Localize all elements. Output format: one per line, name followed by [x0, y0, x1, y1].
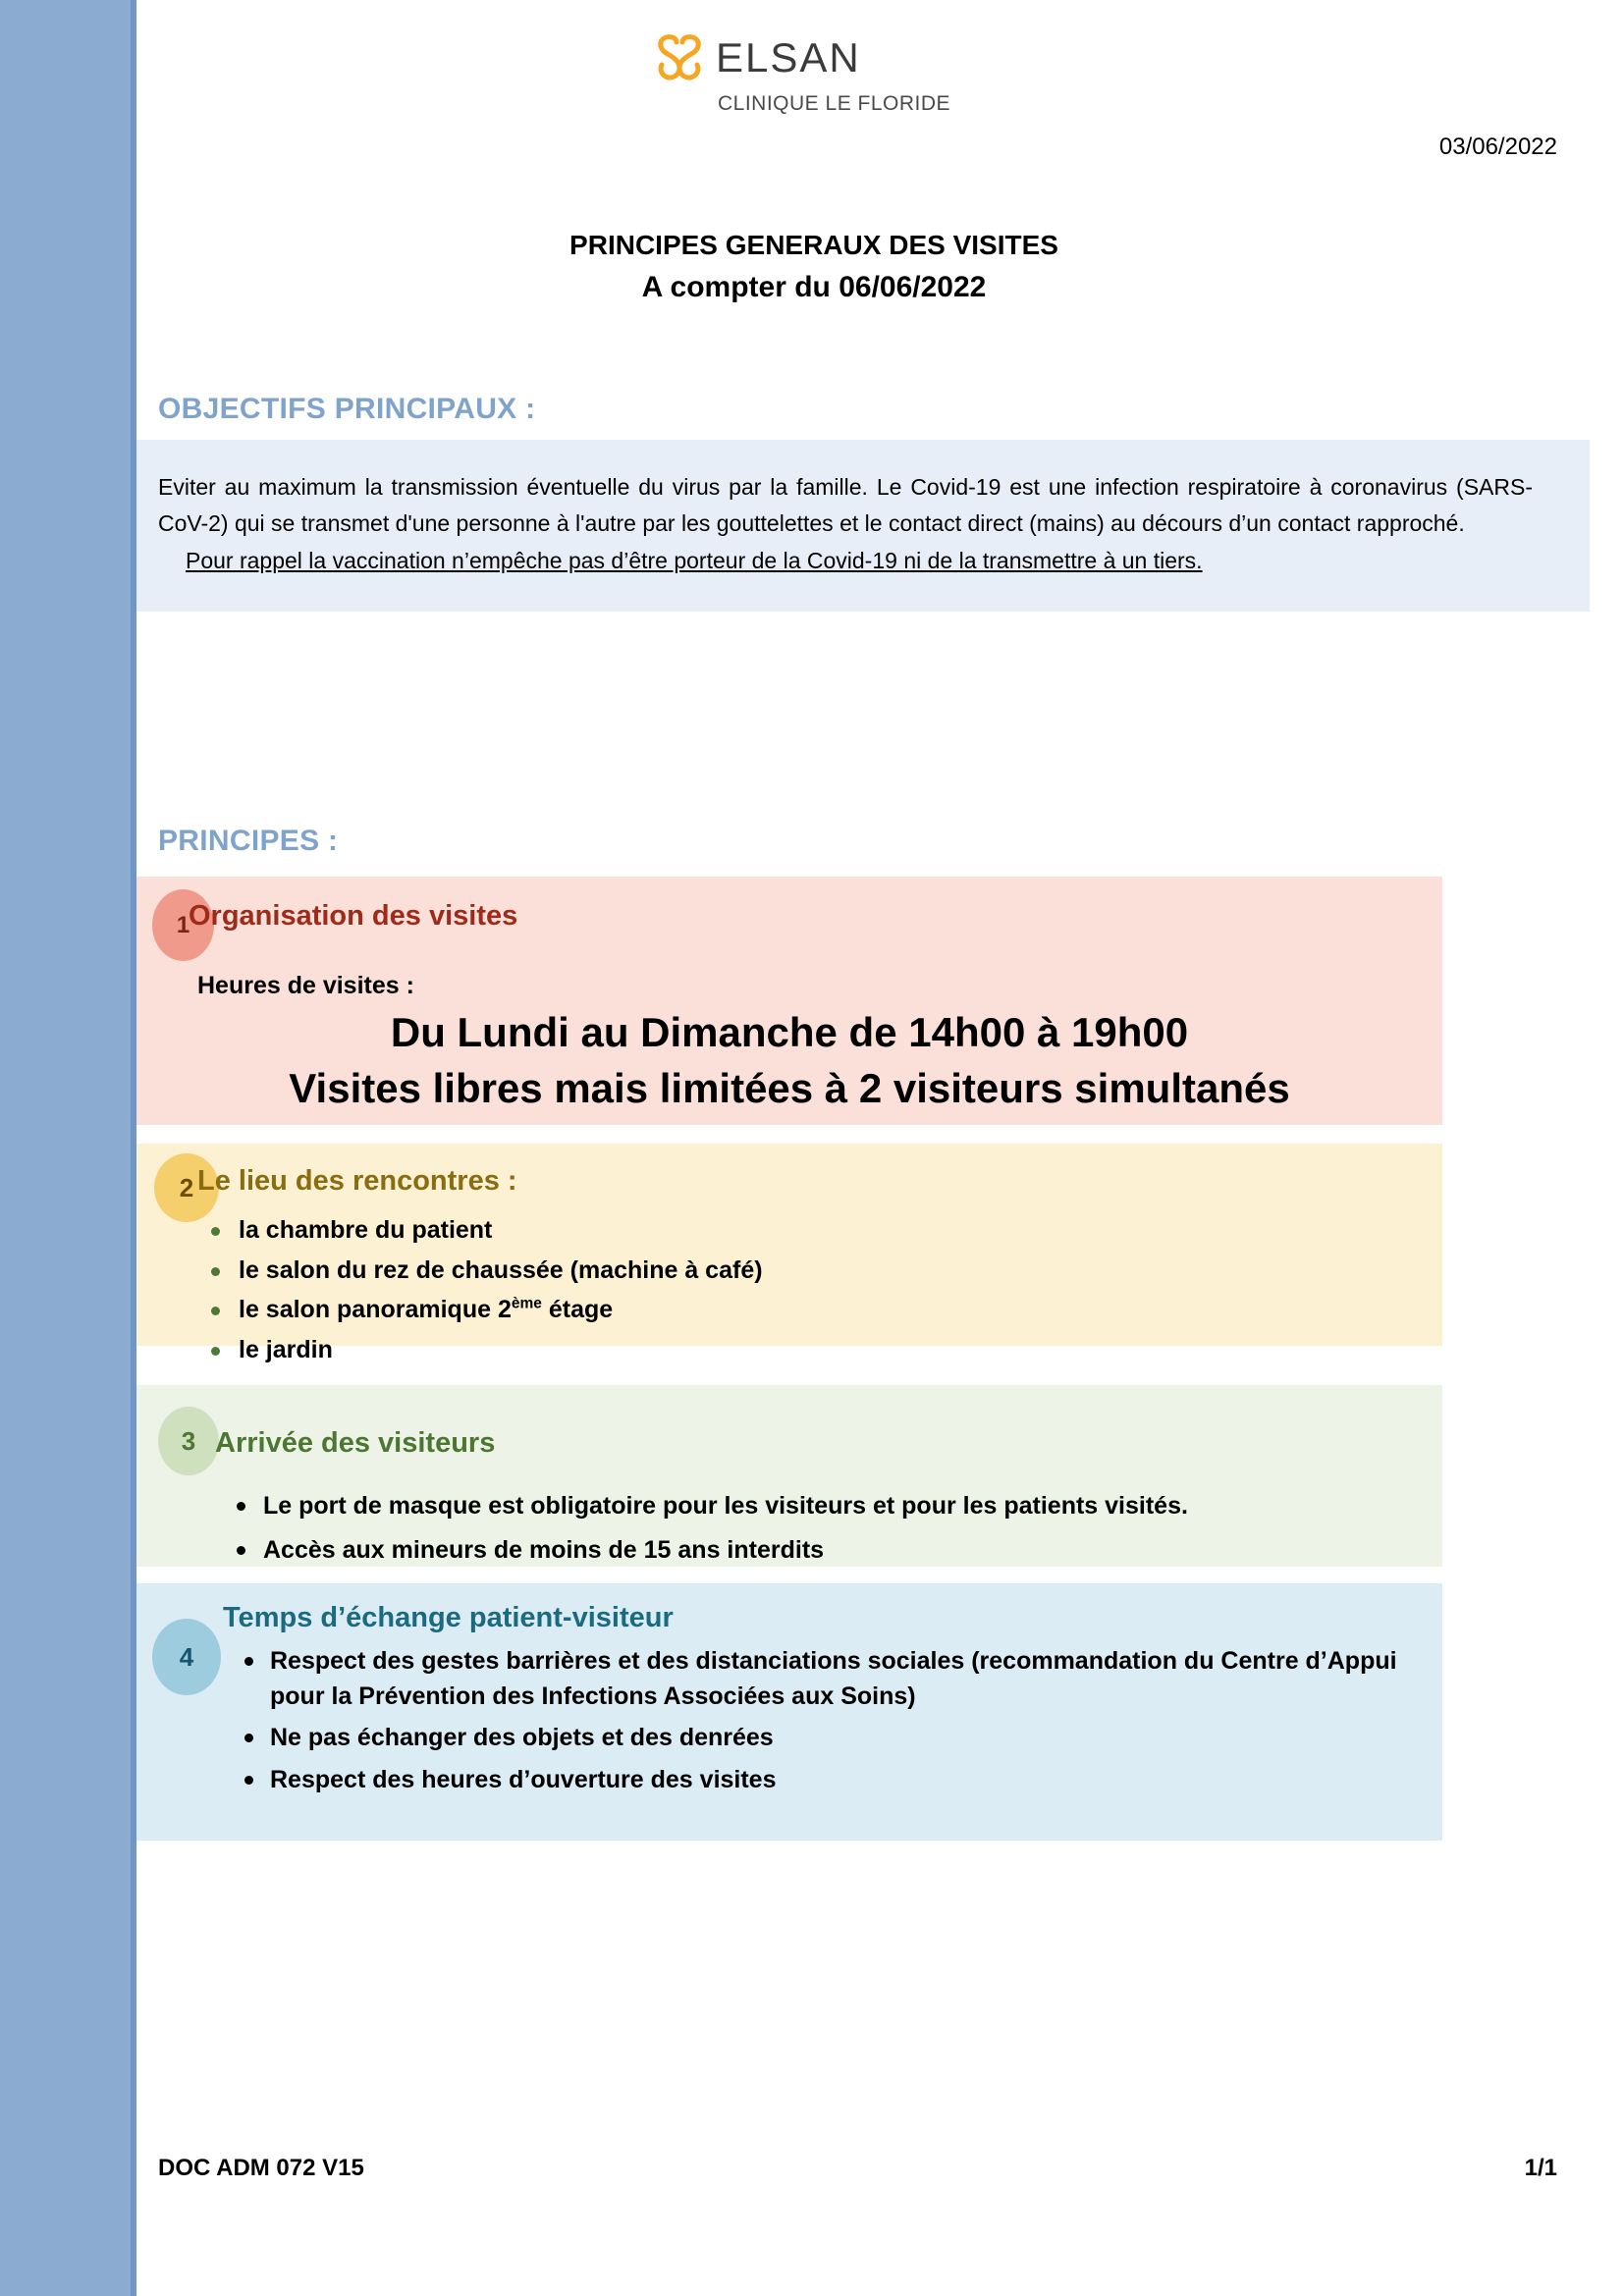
page-title-line-2: A compter du 06/06/2022 — [641, 270, 987, 303]
bullet-dot-icon — [211, 1267, 220, 1276]
list-item-label: le jardin — [239, 1335, 333, 1363]
list-item — [223, 1763, 1401, 1798]
meeting-places-list — [197, 1214, 763, 1373]
bullet-dot-icon — [211, 1307, 220, 1315]
bullet-dot-icon — [244, 1657, 253, 1666]
bullet-dot-icon — [237, 1502, 245, 1511]
brand-subtitle: CLINIQUE LE FLORIDE — [718, 92, 951, 115]
list-item — [215, 1534, 1188, 1568]
document-date: 03/06/2022 — [1438, 133, 1557, 160]
principle-number-badge-1: 1 — [152, 889, 214, 961]
principle-heading-2: Le lieu des rencontres : — [197, 1165, 517, 1197]
bullet-dot-icon — [244, 1776, 253, 1785]
visiting-hours-label: Heures de visites : — [197, 972, 414, 999]
objectifs-section-heading: OBJECTIFS PRINCIPAUX : — [158, 393, 536, 425]
brand-name: ELSAN — [716, 34, 861, 80]
principle-number-badge-4: 4 — [152, 1619, 221, 1695]
principle-heading-3: Arrivée des visiteurs — [215, 1427, 496, 1459]
list-item — [197, 1255, 763, 1288]
footer-document-reference: DOC ADM 072 V15 — [158, 2155, 364, 2181]
visitor-arrival-list — [215, 1490, 1188, 1577]
principle-block-1 — [136, 877, 1442, 1125]
objectifs-body — [158, 469, 1533, 579]
principle-heading-1: Organisation des visites — [189, 900, 518, 932]
objectifs-paragraph-1: Eviter au maximum la transmission éventuelle du virus par la famille. Le Covid-19 est une infection respiratoire à coronavirus (SARS-CoV-2) qui se transmet d'une personne à l'autre par les gouttelettes et le contact direct (mains) au décours d’un contact rapproché. — [158, 474, 1533, 537]
list-item — [223, 1721, 1401, 1756]
visitor-limit-value: Visites libres mais limitées à 2 visiteurs simultanés — [289, 1065, 1290, 1111]
brand-logo-row — [657, 33, 981, 82]
list-item — [197, 1334, 763, 1367]
principes-section-heading: PRINCIPES : — [158, 825, 339, 857]
principle-block-3 — [136, 1385, 1442, 1567]
list-item-label: Respect des heures d’ouverture des visites — [270, 1765, 777, 1793]
bullet-dot-icon — [211, 1347, 220, 1356]
principle-number-badge-2: 2 — [154, 1153, 219, 1222]
bullet-dot-icon — [237, 1546, 245, 1555]
objectifs-paragraph-2-underlined: Pour rappel la vaccination n’empêche pas d’être porteur de la Covid-19 ni de la transmettre à un tiers. — [186, 547, 1203, 573]
list-item-label: le salon panoramique 2ème étage — [239, 1295, 614, 1323]
list-item — [197, 1294, 763, 1327]
list-item — [215, 1490, 1188, 1523]
list-item — [197, 1214, 763, 1248]
principle-number-badge-3: 3 — [158, 1407, 219, 1475]
list-item-label: Le port de masque est obligatoire pour les visiteurs et pour les patients visités. — [263, 1492, 1188, 1520]
principle-block-2 — [136, 1144, 1442, 1363]
left-decorative-band — [0, 0, 131, 2296]
page-content — [136, 0, 1624, 2296]
patient-visitor-exchange-list — [223, 1644, 1401, 1804]
bullet-dot-icon — [244, 1734, 253, 1742]
list-item-label: Accès aux mineurs de moins de 15 ans interdits — [263, 1535, 825, 1564]
visiting-hours-value: Du Lundi au Dimanche de 14h00 à 19h00 — [390, 1009, 1189, 1055]
page-title-line-1: PRINCIPES GENERAUX DES VISITES — [569, 230, 1058, 260]
list-item-label: Ne pas échanger des objets et des denrées — [270, 1724, 774, 1751]
footer-page-number: 1/1 — [1524, 2155, 1557, 2181]
bullet-dot-icon — [211, 1227, 220, 1236]
list-item-label: la chambre du patient — [239, 1216, 493, 1244]
elsan-infinity-knot-icon — [657, 33, 702, 82]
list-item-label: le salon du rez de chaussée (machine à café) — [239, 1255, 763, 1284]
principle-block-4 — [136, 1583, 1442, 1841]
list-item — [223, 1644, 1401, 1714]
list-item-label: Respect des gestes barrières et des distanciations sociales (recommandation du Centre d’Appui pour la Prévention des Infections Associées aux Soins) — [270, 1647, 1397, 1710]
brand-logo — [657, 33, 981, 116]
page-title — [136, 226, 1491, 308]
principle-heading-4: Temps d’échange patient-visiteur — [223, 1602, 674, 1633]
